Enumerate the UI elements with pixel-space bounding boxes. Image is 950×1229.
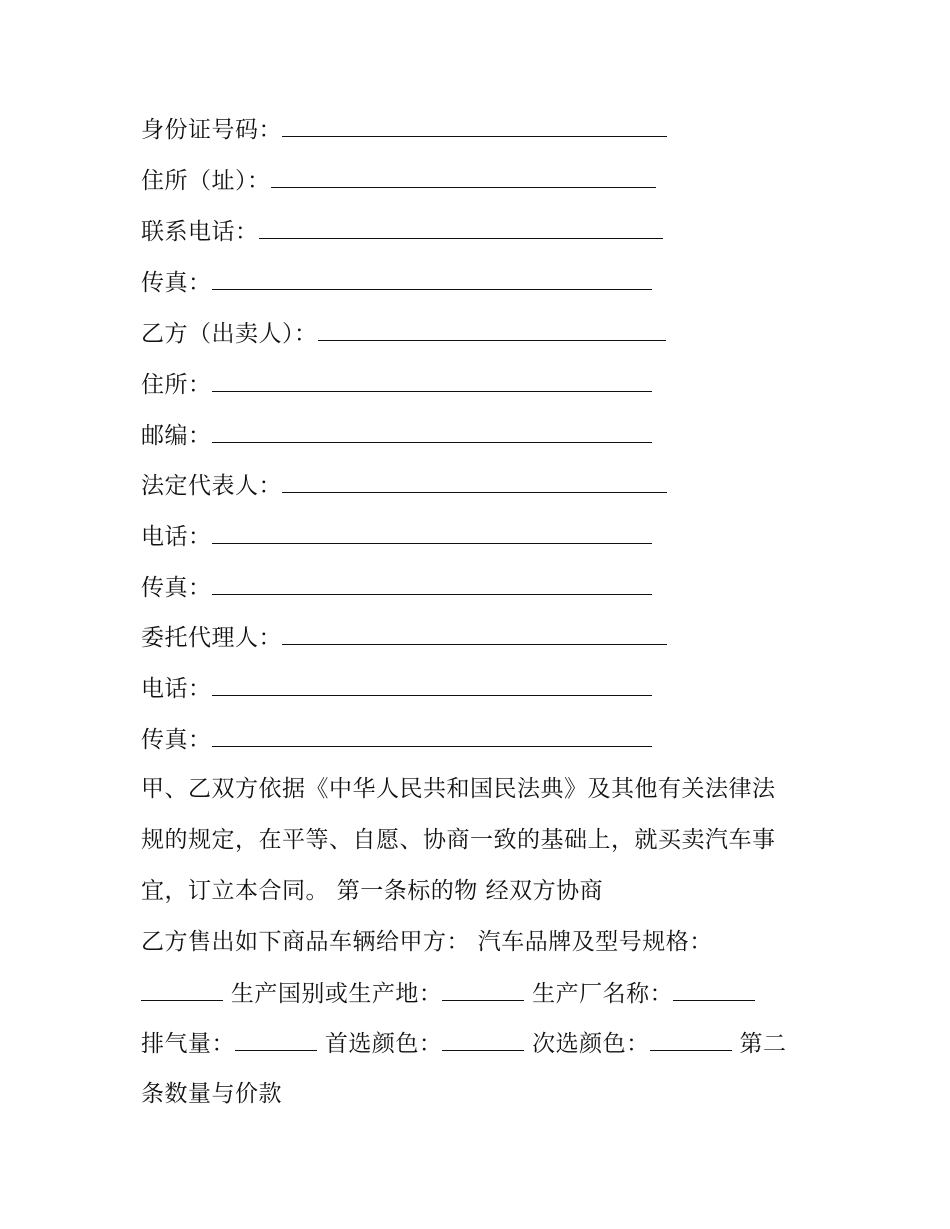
- vehicle-spec-row: [141, 1028, 786, 1059]
- fax-row-3: [141, 724, 652, 755]
- postal-code-row: [141, 420, 652, 451]
- phone-blank-2[interactable]: [212, 673, 652, 696]
- maker-label: 生产厂名称：: [532, 981, 674, 1007]
- address-blank[interactable]: [212, 369, 652, 392]
- origin-label: 生产国别或生产地：: [230, 981, 443, 1007]
- article-2-heading-part-1: 第二: [739, 1031, 787, 1057]
- paragraph-2-line-1: 乙方售出如下商品车辆给甲方： 汽车品牌及型号规格：: [141, 929, 713, 955]
- second-color-label: 次选颜色：: [532, 1031, 650, 1057]
- party-b-label: 乙方（出卖人）：: [141, 321, 318, 347]
- maker-blank[interactable]: [673, 978, 755, 1001]
- id-number-label: 身份证号码：: [141, 117, 282, 143]
- phone-label-1: 电话：: [141, 524, 212, 550]
- fax-label-3: 传真：: [141, 727, 212, 753]
- fax-blank-1[interactable]: [212, 267, 652, 290]
- article-2-heading-part-2: 条数量与价款: [141, 1081, 282, 1107]
- paragraph-1-line-1: 甲、乙双方依据《中华人民共和国民法典》及其他有关法律法: [141, 776, 776, 802]
- first-color-label: 首选颜色：: [324, 1031, 443, 1057]
- fax-label-1: 传真：: [141, 270, 212, 296]
- brand-model-blank[interactable]: [141, 978, 223, 1001]
- contact-phone-blank[interactable]: [259, 216, 663, 239]
- fax-blank-2[interactable]: [212, 572, 652, 595]
- displacement-label: 排气量：: [141, 1031, 235, 1057]
- phone-row-1: [141, 521, 652, 552]
- address-row: [141, 369, 652, 400]
- fax-row-1: [141, 267, 652, 298]
- id-number-blank[interactable]: [282, 114, 667, 137]
- first-color-blank[interactable]: [442, 1028, 524, 1051]
- id-number-row: [141, 114, 667, 145]
- address-paren-blank[interactable]: [271, 165, 656, 188]
- party-b-row: [141, 318, 666, 349]
- fax-label-2: 传真：: [141, 575, 212, 601]
- displacement-blank[interactable]: [235, 1028, 317, 1051]
- agent-blank[interactable]: [282, 622, 667, 645]
- contact-phone-row: [141, 216, 663, 247]
- legal-rep-row: [141, 470, 667, 501]
- origin-blank[interactable]: [442, 978, 524, 1001]
- address-paren-row: [141, 165, 656, 196]
- agent-row: [141, 622, 667, 653]
- fax-blank-3[interactable]: [212, 724, 652, 747]
- address-label: 住所：: [141, 372, 212, 398]
- fax-row-2: [141, 572, 652, 603]
- paragraph-1-line-2: 规的规定，在平等、自愿、协商一致的基础上，就买卖汽车事: [141, 827, 776, 853]
- agent-label: 委托代理人：: [141, 625, 282, 651]
- legal-rep-blank[interactable]: [282, 470, 667, 493]
- phone-label-2: 电话：: [141, 676, 212, 702]
- party-b-blank[interactable]: [318, 318, 666, 341]
- phone-blank-1[interactable]: [212, 521, 652, 544]
- paragraph-1-line-3: 宜，订立本合同。 第一条标的物 经双方协商: [141, 878, 604, 904]
- address-paren-label: 住所（址）：: [141, 168, 271, 194]
- contact-phone-label: 联系电话：: [141, 219, 259, 245]
- phone-row-2: [141, 673, 652, 704]
- second-color-blank[interactable]: [650, 1028, 732, 1051]
- legal-rep-label: 法定代表人：: [141, 473, 282, 499]
- vehicle-info-row: [141, 978, 755, 1009]
- postal-code-blank[interactable]: [212, 420, 652, 443]
- postal-code-label: 邮编：: [141, 423, 212, 449]
